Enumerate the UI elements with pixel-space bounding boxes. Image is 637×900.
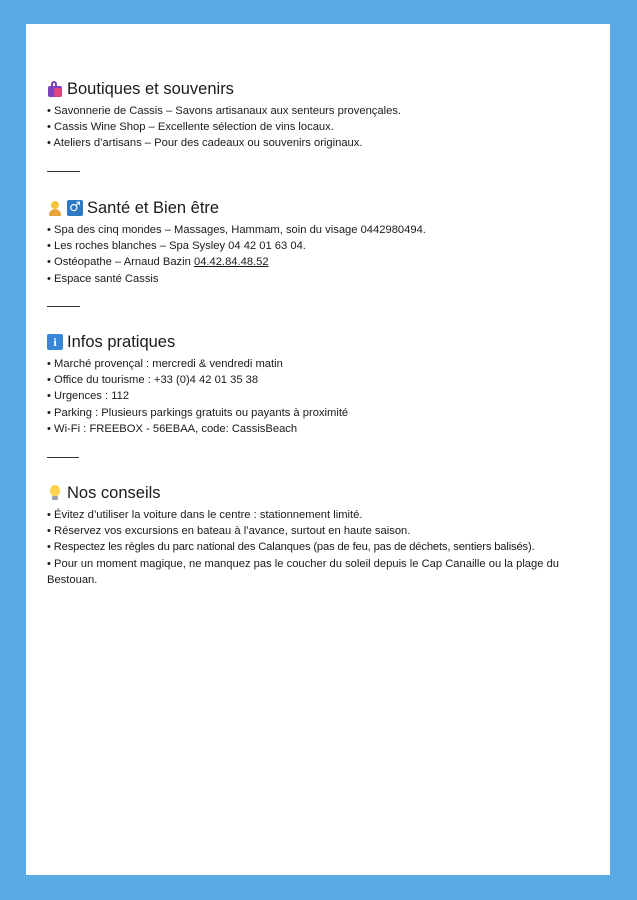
list-item: • Office du tourisme : +33 (0)4 42 01 35 38 [47, 374, 259, 387]
section-boutiques [47, 78, 597, 152]
list-item: • Wi-Fi : FREEBOX - 56EBAA, code: CassisBeach [47, 422, 298, 435]
list-item: • Spa des cinq mondes – Massages, Hammam, soin du visage 0442980494. [47, 224, 426, 236]
list-item: • Savonnerie de Cassis – Savons artisanaux aux senteurs provençales. [47, 105, 402, 117]
section-heading [47, 482, 597, 504]
list-item [47, 254, 597, 270]
section-sante [47, 197, 597, 287]
male-sign-icon: ♂ [67, 200, 83, 216]
list-item: • Évitez d’utiliser la voiture dans le centre : stationnement limité. [47, 509, 363, 521]
list-item: • Cassis Wine Shop – Excellente sélection de vins locaux. [47, 121, 334, 134]
divider [47, 171, 80, 172]
list-item: • Respectez les règles du parc national des Calanques (pas de feu, pas de déchets, sentiers balisés). [47, 541, 535, 554]
light-bulb-icon [47, 485, 63, 501]
divider [47, 306, 80, 307]
document-page [26, 24, 610, 875]
section-heading [47, 197, 597, 219]
section-title: Boutiques et souvenirs [67, 80, 234, 98]
section-heading [47, 78, 597, 100]
list-item: • Espace santé Cassis [47, 272, 159, 285]
section-conseils [47, 482, 597, 588]
section-title: Infos pratiques [67, 333, 176, 351]
phone-link[interactable]: 04.42.84.48.52 [193, 256, 269, 269]
list-item: • Urgences : 112 [47, 390, 130, 403]
section-heading [47, 331, 597, 353]
shopping-bags-icon [47, 81, 63, 97]
list-item: • Réservez vos excursions en bateau à l’avance, surtout en haute saison. [47, 525, 411, 538]
person-icon [47, 200, 63, 216]
list-item: • Parking : Plusieurs parkings gratuits ou payants à proximité [47, 406, 349, 419]
list-item: • Pour un moment magique, ne manquez pas le coucher du soleil depuis le Cap Canaille ou la plage du Bestouan. [47, 557, 560, 586]
info-icon: i [47, 334, 63, 350]
section-infos [47, 331, 597, 437]
section-title: Santé et Bien être [87, 199, 220, 217]
list-item: • Ateliers d’artisans – Pour des cadeaux ou souvenirs originaux. [47, 137, 363, 150]
list-item: • Les roches blanches – Spa Sysley 04 42 01 63 04. [47, 240, 306, 253]
list-item: • Marché provençal : mercredi & vendredi matin [47, 358, 283, 370]
divider [47, 457, 79, 458]
list-item-text: • Ostéopathe – Arnaud Bazin [47, 256, 194, 269]
section-title: Nos conseils [67, 484, 161, 502]
